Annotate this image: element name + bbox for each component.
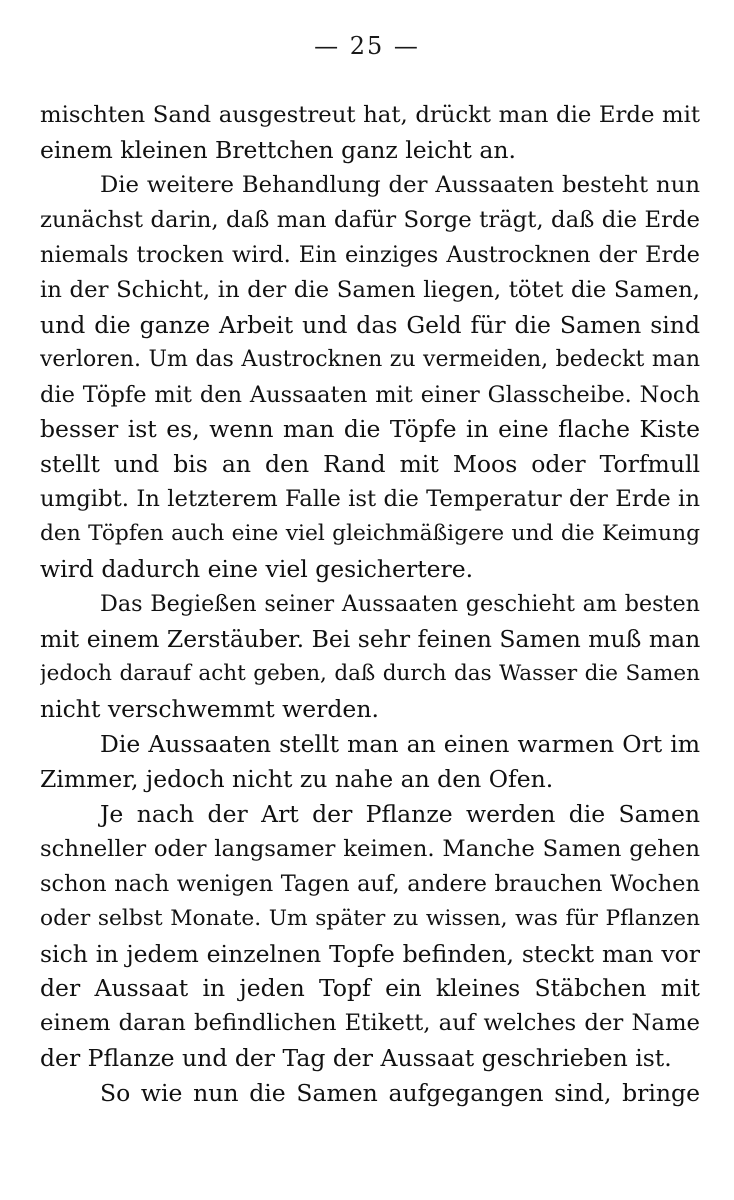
text-line: oder selbst Monate. Um später zu wissen, was für Pflanzen [40, 905, 700, 931]
text-line: in der Schicht, in der die Samen liegen, tötet die Samen, [40, 276, 700, 303]
text-line: zunächst darin, daß man dafür Sorge trägt, daß die Erde [40, 206, 700, 233]
text-line: Zimmer, jedoch nicht zu nahe an den Ofen. [40, 764, 554, 793]
text-line: schneller oder langsamer keimen. Manche Samen gehen [40, 835, 700, 862]
text-line: schon nach wenigen Tagen auf, andere brauchen Wochen [40, 870, 700, 897]
text-line: nicht verschwemmt werden. [40, 694, 379, 723]
text-line: Die weitere Behandlung der Aussaaten besteht nun [100, 171, 700, 198]
text-line: Je nach der Art der Pflanze werden die Samen [100, 799, 700, 828]
text-line: Das Begießen seiner Aussaaten geschieht am besten [100, 591, 700, 618]
text-line: niemals trocken wird. Ein einziges Austrocknen der Erde [40, 241, 700, 268]
text-line: umgibt. In letzterem Falle ist die Temperatur der Erde in [40, 486, 700, 513]
text-line: stellt und bis an den Rand mit Moos oder Torfmull [40, 450, 700, 479]
body-text [40, 98, 700, 1111]
text-line: und die ganze Arbeit und das Geld für die Samen sind [40, 310, 700, 339]
text-line: der Pflanze und der Tag der Aussaat geschrieben ist. [40, 1044, 672, 1073]
text-line: So wie nun die Samen aufgegangen sind, bringe [100, 1079, 700, 1108]
text-line: der Aussaat in jeden Topf ein kleines Stäbchen mit [40, 974, 700, 1003]
text-line: einem daran befindlichen Etikett, auf welches der Name [40, 1010, 700, 1037]
page-number: — 25 — [314, 32, 420, 60]
text-line: mit einem Zerstäuber. Bei sehr feinen Samen muß man [40, 625, 700, 654]
text-line: die Töpfe mit den Aussaaten mit einer Glasscheibe. Noch [40, 381, 700, 408]
text-line: sich in jedem einzelnen Topfe befinden, steckt man vor [40, 939, 700, 968]
text-line: Die Aussaaten stellt man an einen warmen Ort im [100, 729, 700, 758]
text-line: besser ist es, wenn man die Töpfe in eine flache Kiste [40, 415, 700, 444]
text-line: verloren. Um das Austrocknen zu vermeiden, bedeckt man [40, 346, 700, 372]
text-line: jedoch darauf acht geben, daß durch das Wasser die Samen [40, 661, 700, 686]
text-line: mischten Sand ausgestreut hat, drückt man die Erde mit [40, 102, 700, 128]
text-line: den Töpfen auch eine viel gleichmäßigere und die Keimung [40, 521, 700, 547]
text-line: wird dadurch eine viel gesichertere. [40, 555, 474, 584]
text-line: einem kleinen Brettchen ganz leicht an. [40, 135, 516, 164]
